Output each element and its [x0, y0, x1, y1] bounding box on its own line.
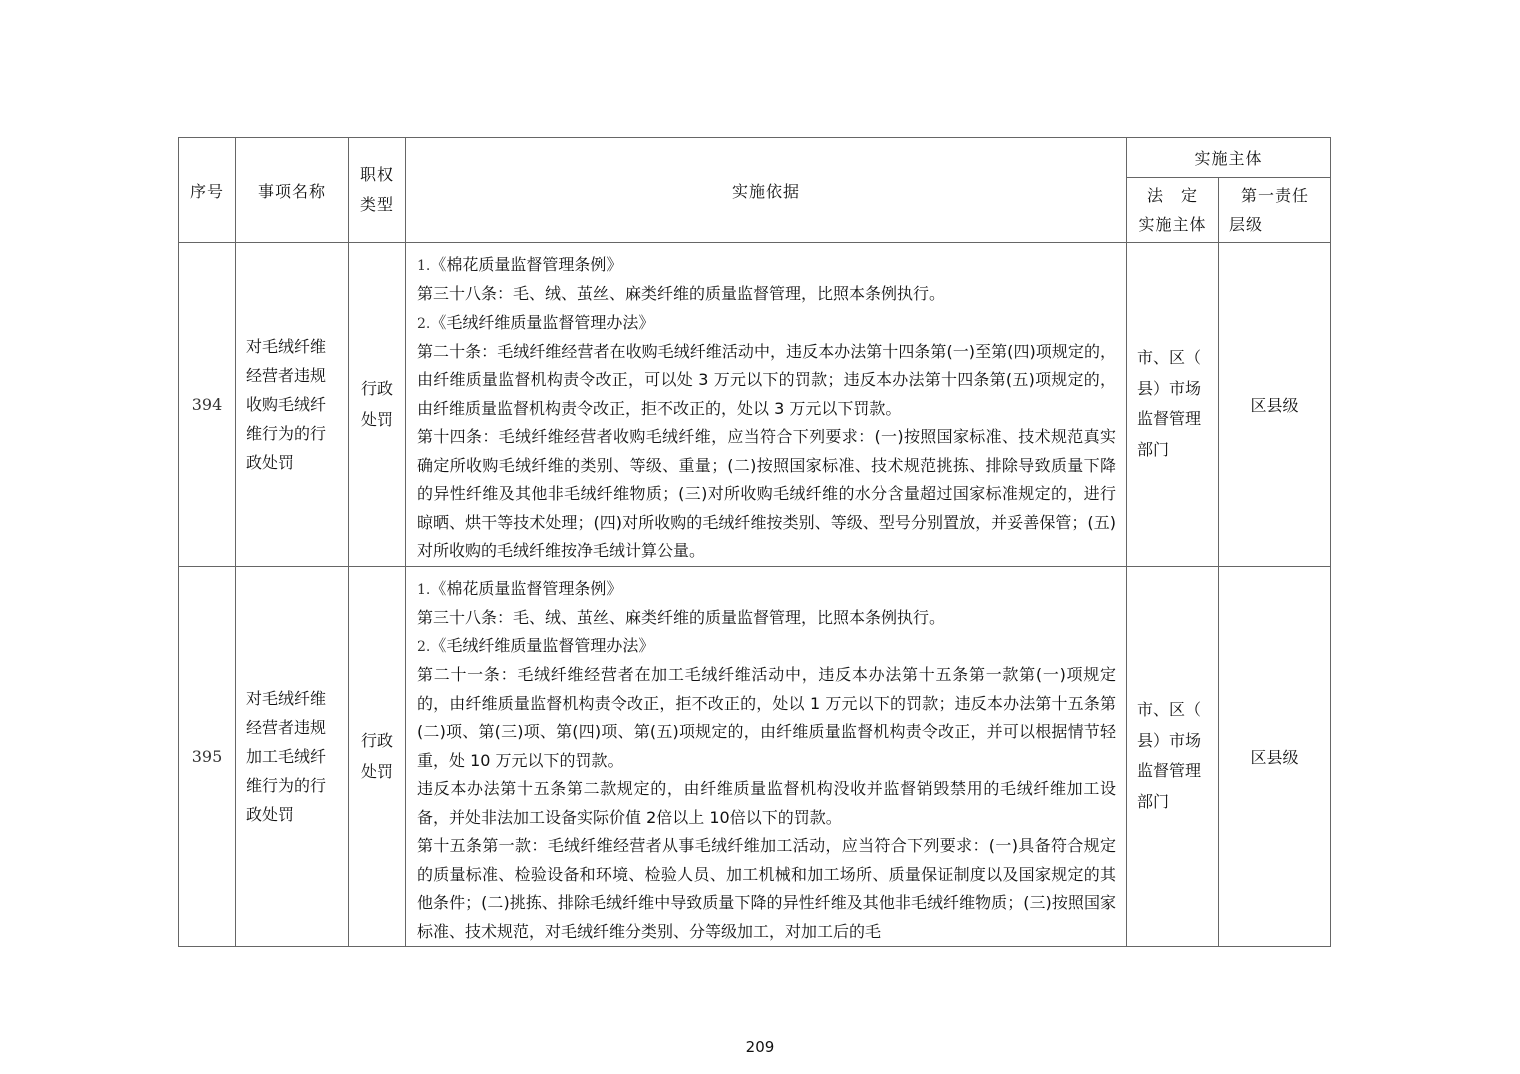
- subject-line: 县）市场: [1137, 730, 1202, 750]
- item-name-line: 政处罚: [246, 804, 295, 824]
- basis-paragraph: 第二十条：毛绒纤维经营者在收购毛绒纤维活动中，违反本办法第十四条第(一)至第(四)项规定的，由纤维质量监督机构责令改正，可以处 3 万元以下的罚款；违反本办法第十四条第(五)项规定的，由纤维质量监督机构责令改正，拒不改正的，处以 3 万元以下罚款。: [417, 341, 1116, 418]
- basis-paragraph: 第十五条第一款：毛绒纤维经营者从事毛绒纤维加工活动，应当符合下列要求：(一)具备符合规定的质量标准、检验设备和环境、检验人员、加工机械和加工场所、质量保证制度以及国家规定的其他条件；(二)挑拣、排除毛绒纤维中导致质量下降的异性纤维及其他非毛绒纤维物质；(三)按照国家标准、技术规范，对毛绒纤维分类别、分等级加工，对加工后的毛: [417, 836, 1116, 941]
- header-power-type: [349, 138, 406, 243]
- header-power-type-line2: 类型: [359, 195, 394, 214]
- subject-line: 市、区（: [1137, 348, 1202, 368]
- basis-title-number: 1.: [417, 581, 431, 598]
- item-name-line: 经营者违规: [246, 717, 327, 737]
- power-type-line: 行政: [360, 731, 393, 751]
- row-basis: [406, 243, 1127, 567]
- basis-title-number: 1.: [417, 258, 431, 274]
- item-name-line: 对毛绒纤维: [246, 336, 327, 356]
- header-basis: 实施依据: [406, 138, 1127, 243]
- row-legal-subject: [1127, 566, 1219, 947]
- basis-title: [417, 632, 1116, 661]
- basis-title: [417, 251, 1116, 280]
- table-row: [179, 566, 1331, 947]
- row-first-level: 区县级: [1219, 243, 1331, 567]
- subject-line: 市、区（: [1137, 700, 1202, 720]
- header-first-level-line1: 第一责任: [1241, 186, 1310, 205]
- row-number: 395: [179, 566, 236, 947]
- basis-paragraph: 第三十八条：毛、绒、茧丝、麻类纤维的质量监督管理，比照本条例执行。: [417, 607, 946, 627]
- header-seq: 序号: [179, 138, 236, 243]
- header-legal-subject-line1: 法 定: [1146, 186, 1198, 205]
- header-subject-group: 实施主体: [1127, 138, 1331, 178]
- subject-line: 监督管理: [1137, 409, 1202, 429]
- basis-paragraph: 违反本办法第十五条第二款规定的，由纤维质量监督机构没收并监督销毁禁用的毛绒纤维加工设备，并处非法加工设备实际价值 2倍以上 10倍以下的罚款。: [417, 779, 1116, 827]
- row-power-type: [349, 243, 406, 567]
- power-type-line: 行政: [360, 379, 393, 399]
- row-legal-subject: [1127, 243, 1219, 567]
- header-power-type-line1: 职权: [359, 165, 394, 184]
- header-legal-subject: [1127, 178, 1219, 243]
- basis-title-text: 《毛绒纤维质量监督管理办法》: [430, 312, 655, 332]
- row-item-name: [236, 566, 349, 947]
- item-name-line: 经营者违规: [246, 365, 327, 385]
- basis-title: [417, 309, 1116, 338]
- power-type-line: 处罚: [360, 762, 393, 782]
- basis-title-number: 2.: [417, 315, 431, 332]
- header-item-name: 事项名称: [236, 138, 349, 243]
- power-type-line: 处罚: [360, 410, 393, 430]
- page-number: 209: [745, 1038, 775, 1056]
- table-row: [179, 243, 1331, 567]
- item-name-line: 政处罚: [246, 452, 295, 472]
- header-first-level-line2: 层级: [1229, 215, 1264, 234]
- subject-line: 部门: [1137, 791, 1170, 811]
- basis-title-text: 《毛绒纤维质量监督管理办法》: [430, 636, 655, 655]
- basis-paragraph: 第十四条：毛绒纤维经营者收购毛绒纤维，应当符合下列要求：(一)按照国家标准、技术规范真实确定所收购毛绒纤维的类别、等级、重量；(二)按照国家标准、技术规范挑拣、排除导致质量下降的异性纤维及其他非毛绒纤维物质；(三)对所收购毛绒纤维的水分含量超过国家标准规定的，进行晾晒、烘干等技术处理；(四)对所收购的毛绒纤维按类别、等级、型号分别置放，并妥善保管；(五)对所收购的毛绒纤维按净毛绒计算公量。: [417, 427, 1116, 560]
- item-name-line: 对毛绒纤维: [246, 688, 327, 708]
- row-power-type: [349, 566, 406, 947]
- subject-line: 部门: [1137, 439, 1170, 459]
- row-first-level: 区县级: [1219, 566, 1331, 947]
- basis-paragraph: 第二十一条：毛绒纤维经营者在加工毛绒纤维活动中，违反本办法第十五条第一款第(一)项规定的，由纤维质量监督机构责令改正，拒不改正的，处以 1 万元以下的罚款；违反本办法第十五条第(二)项、第(三)项、第(四)项、第(五)项规定的，由纤维质量监督机构责令改正，并可以根据情节轻重，处 10 万元以下的罚款。: [417, 665, 1116, 770]
- header-legal-subject-line2: 实施主体: [1138, 215, 1207, 234]
- row-basis: [406, 566, 1127, 947]
- row-number: 394: [179, 243, 236, 567]
- item-name-line: 加工毛绒纤: [246, 746, 327, 766]
- item-name-line: 维行为的行: [246, 423, 327, 443]
- basis-title: [417, 575, 1116, 604]
- header-first-level: [1219, 178, 1331, 243]
- item-name-line: 收购毛绒纤: [246, 394, 327, 414]
- subject-line: 县）市场: [1137, 378, 1202, 398]
- item-name-line: 维行为的行: [246, 775, 327, 795]
- basis-title-number: 2.: [417, 639, 431, 655]
- row-item-name: [236, 243, 349, 567]
- basis-title-text: 《棉花质量监督管理条例》: [430, 578, 623, 598]
- basis-title-text: 《棉花质量监督管理条例》: [430, 255, 623, 274]
- administrative-penalty-table: [178, 137, 1331, 947]
- basis-paragraph: 第三十八条：毛、绒、茧丝、麻类纤维的质量监督管理，比照本条例执行。: [417, 284, 946, 303]
- subject-line: 监督管理: [1137, 761, 1202, 781]
